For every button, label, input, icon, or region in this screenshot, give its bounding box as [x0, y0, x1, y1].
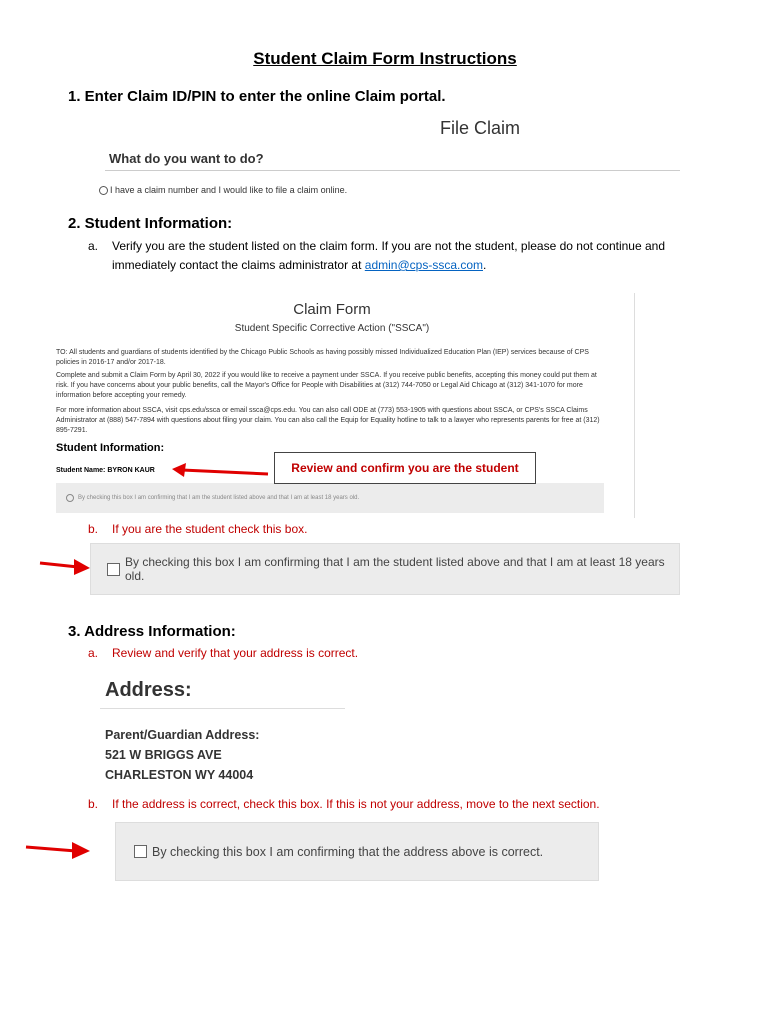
address-confirm-label: By checking this box I am confirming that the address above is correct.	[152, 844, 544, 859]
divider	[100, 708, 345, 709]
claim-form-subtitle: Student Specific Corrective Action ("SSCA")	[234, 323, 430, 334]
step3-heading: 3. Address Information:	[68, 623, 236, 640]
arrow-right-icon	[38, 555, 92, 579]
document-title: Student Claim Form Instructions	[253, 49, 517, 68]
small-confirm-label: By checking this box I am confirming that I am the student listed above and that I am at least 18 years old.	[78, 495, 360, 501]
step2a-text: Verify you are the student listed on the claim form. If you are not the student, please do not continue and immediately contact the claims administrator at	[112, 239, 666, 272]
claim-form-screenshot	[52, 293, 635, 518]
address-heading: Address:	[105, 679, 192, 701]
divider	[105, 170, 680, 171]
address-line-1: 521 W BRIGGS AVE	[105, 748, 222, 762]
claim-number-radio-option[interactable]	[99, 185, 347, 195]
arrow-right-icon	[24, 838, 92, 862]
address-confirm-bar	[115, 822, 599, 881]
step1-heading: 1. Enter Claim ID/PIN to enter the online Claim portal.	[68, 88, 446, 105]
student-info-heading: Student Information:	[56, 442, 165, 454]
review-callout-box: Review and confirm you are the student	[274, 452, 536, 484]
small-confirm-bar	[56, 483, 604, 513]
step3b-marker: b.	[88, 797, 99, 811]
period: .	[483, 258, 487, 272]
student-confirm-label: By checking this box I am confirming that I am the student listed above and that I am at least 18 years old.	[125, 555, 665, 583]
parent-guardian-address-label: Parent/Guardian Address:	[105, 728, 260, 742]
file-claim-screenshot	[105, 115, 680, 205]
file-claim-title: File Claim	[440, 118, 521, 138]
arrow-left-icon	[170, 460, 270, 482]
student-confirm-bar	[90, 543, 680, 595]
student-name-label: Student Name:	[56, 467, 106, 474]
step2-heading: 2. Student Information:	[68, 215, 233, 232]
step2a-instruction	[112, 237, 712, 275]
admin-email-link[interactable]: admin@cps-ssca.com	[364, 258, 483, 272]
claim-form-paragraph-2: Complete and submit a Claim Form by April 30, 2022 if you would like to receive a payment under SSCA. If you receive public benefits, accepting this money could put them at risk. If you have concerns about your public benefits, call the Mayor's Office for People with Disabilities at (312) 744-7050 or Legal Aid Chicago at (312) 341-1070 for more information before accepting your remedy.	[56, 372, 597, 399]
claim-form-title: Claim Form	[293, 301, 371, 318]
step3a-marker: a.	[88, 646, 99, 660]
radio-label: I have a claim number and I would like to file a claim online.	[110, 185, 348, 195]
address-line-2: CHARLESTON WY 44004	[105, 768, 254, 782]
student-name-row	[56, 467, 155, 474]
what-do-you-want-question: What do you want to do?	[109, 151, 264, 166]
small-checkbox-icon[interactable]	[66, 494, 74, 502]
step2b-text: If you are the student check this box.	[112, 522, 308, 536]
step2a-marker: a.	[88, 239, 99, 253]
radio-button-icon[interactable]	[99, 186, 108, 195]
student-name-value: BYRON KAUR	[107, 467, 155, 474]
address-screenshot	[100, 672, 360, 792]
student-confirm-checkbox[interactable]	[107, 563, 120, 576]
step3b-text: If the address is correct, check this box. If this is not your address, move to the next section.	[112, 797, 600, 811]
claim-form-paragraph-1: TO: All students and guardians of students identified by the Chicago Public Schools as having possibly missed Individualized Education Plan (IEP) services because of CPS policies in 2016-17 and/or 2017-18.	[56, 349, 589, 366]
step3a-text: Review and verify that your address is correct.	[112, 646, 359, 660]
address-confirm-checkbox[interactable]	[134, 845, 147, 858]
claim-form-paragraph-3: For more information about SSCA, visit cps.edu/ssca or email ssca@cps.edu. You can also call ODE at (773) 553-1905 with questions about SSCA, or CPS's SSCA Claims Administrator at (888) 547-7894 with questions about filing your claim. You can also call the Equip for Equality hotline to talk to a lawyer who represents parents for free at (312) 895-7291.	[56, 407, 600, 434]
step2b-marker: b.	[88, 522, 99, 536]
